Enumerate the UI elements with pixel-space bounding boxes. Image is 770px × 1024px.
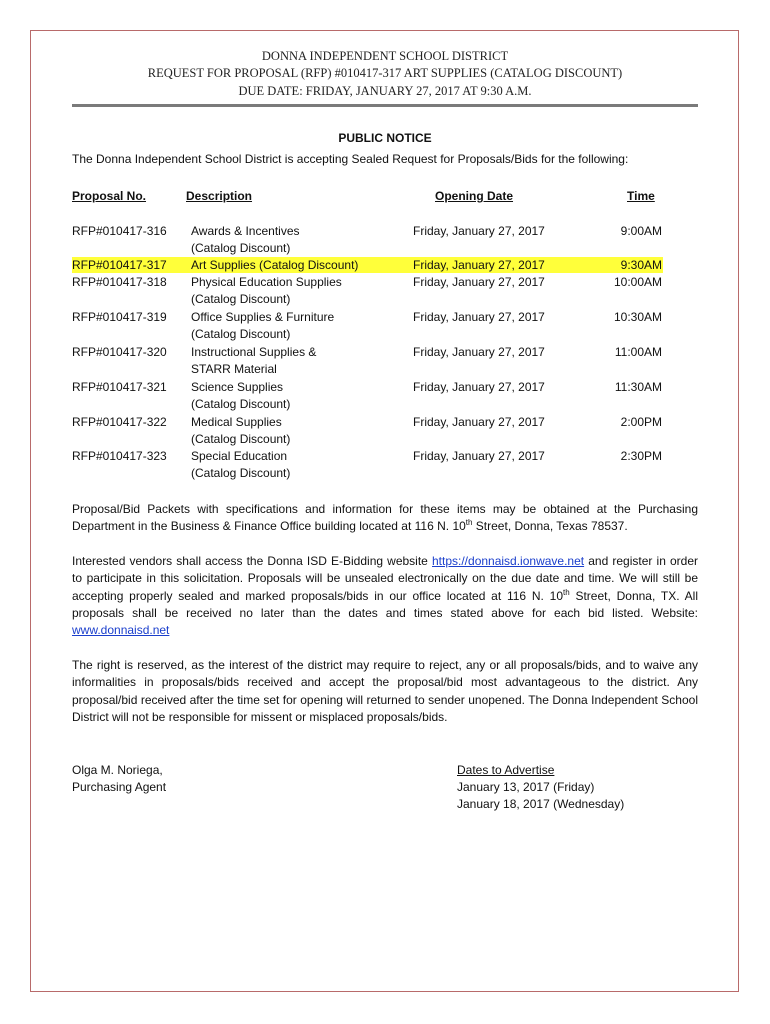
advertise-heading: Dates to Advertise — [457, 763, 555, 777]
proposal-number: RFP#010417-322 — [72, 415, 167, 429]
proposal-description: Physical Education Supplies (Catalog Discount) — [191, 275, 342, 306]
opening-time: 11:30AM — [614, 380, 662, 394]
signature-block — [72, 762, 166, 796]
column-header-proposal: Proposal No. — [72, 189, 147, 203]
header-divider — [72, 104, 698, 107]
proposal-number: RFP#010417-317 — [72, 258, 167, 272]
proposal-description: Awards & Incentives (Catalog Discount) — [191, 224, 300, 255]
ionwave-link[interactable]: https://donnaisd.ionwave.net — [432, 554, 585, 568]
opening-date: Friday, January 27, 2017 — [413, 415, 545, 429]
advertise-date: January 18, 2017 (Wednesday) — [457, 797, 625, 811]
advertise-dates-block — [457, 762, 624, 813]
signer-title: Purchasing Agent — [72, 780, 167, 794]
proposal-number: RFP#010417-321 — [72, 380, 167, 394]
proposal-row — [72, 309, 662, 343]
proposal-row — [72, 448, 662, 482]
proposal-description: Medical Supplies (Catalog Discount) — [191, 415, 291, 446]
column-header-opening-date: Opening Date — [435, 189, 514, 203]
e-bidding-paragraph: Interested vendors shall access the Donna ISD E-Bidding website https://donnaisd.ionwave.net and register in order to participate in this solicitation. Proposals will be unsealed electronically on the due date and time. We will still be accepting properly sealed and marked proposals/bids in our office located at 116 N. 10th Street, Donna, TX. All proposals shall be received no later than the dates and times stated above for each bid listed. Website: www.donnaisd.net — [72, 554, 699, 638]
opening-time: 9:30AM — [620, 258, 662, 272]
rfp-title: REQUEST FOR PROPOSAL (RFP) #010417-317 ART SUPPLIES (CATALOG DISCOUNT) — [147, 66, 623, 80]
opening-date: Friday, January 27, 2017 — [413, 224, 545, 238]
column-header-time: Time — [627, 189, 655, 203]
proposal-description: Science Supplies (Catalog Discount) — [191, 380, 291, 411]
opening-date: Friday, January 27, 2017 — [413, 275, 545, 289]
district-website-link[interactable]: www.donnaisd.net — [72, 623, 170, 638]
district-name: DONNA INDEPENDENT SCHOOL DISTRICT — [261, 49, 509, 63]
proposal-row — [72, 344, 662, 378]
proposal-description: Office Supplies & Furniture (Catalog Discount) — [191, 310, 335, 341]
proposal-row — [72, 274, 662, 308]
opening-time: 2:30PM — [620, 449, 662, 463]
proposal-number: RFP#010417-323 — [72, 449, 167, 463]
public-notice-title: PUBLIC NOTICE — [338, 131, 432, 145]
advertise-date: January 13, 2017 (Friday) — [457, 780, 595, 794]
opening-time: 2:00PM — [620, 415, 662, 429]
opening-date: Friday, January 27, 2017 — [413, 310, 545, 324]
proposal-row — [72, 223, 662, 257]
column-header-description: Description — [186, 189, 253, 203]
proposal-row — [72, 379, 662, 413]
proposal-number: RFP#010417-320 — [72, 345, 167, 359]
due-date-line: DUE DATE: FRIDAY, JANUARY 27, 2017 AT 9:30 A.M. — [238, 84, 532, 98]
intro-text: The Donna Independent School District is accepting Sealed Request for Proposals/Bids for the following: — [72, 152, 629, 166]
opening-time: 11:00AM — [614, 345, 662, 359]
proposal-number: RFP#010417-318 — [72, 275, 167, 289]
proposal-description: Special Education (Catalog Discount) — [191, 449, 291, 480]
proposal-description: Art Supplies (Catalog Discount) — [191, 258, 359, 272]
proposal-number: RFP#010417-316 — [72, 224, 167, 238]
opening-date: Friday, January 27, 2017 — [413, 380, 545, 394]
proposal-number: RFP#010417-319 — [72, 310, 167, 324]
packet-info-paragraph: Proposal/Bid Packets with specifications and information for these items may be obtained at the Purchasing Department in the Business & Finance Office building located at 116 N. 10th Street, Donna, Texas 78537. — [72, 502, 698, 534]
proposal-description: Instructional Supplies & STARR Material — [191, 345, 317, 376]
opening-time: 10:00AM — [613, 275, 662, 289]
opening-date: Friday, January 27, 2017 — [413, 258, 545, 272]
signer-name: Olga M. Noriega, — [72, 763, 163, 777]
proposal-row — [72, 414, 662, 448]
opening-time: 9:00AM — [620, 224, 662, 238]
opening-date: Friday, January 27, 2017 — [413, 449, 545, 463]
rights-reserved-paragraph: The right is reserved, as the interest of the district may require to reject, any or all proposals/bids, and to waive any informalities in proposals/bids received and accept the proposal/bid most advantageous to the district. Any proposal/bid received after the time set for opening will returned to sender unopened. The Donna Independent School District will not be responsible for missent or misplaced proposals/bids. — [72, 658, 698, 724]
opening-date: Friday, January 27, 2017 — [413, 345, 545, 359]
opening-time: 10:30AM — [613, 310, 662, 324]
